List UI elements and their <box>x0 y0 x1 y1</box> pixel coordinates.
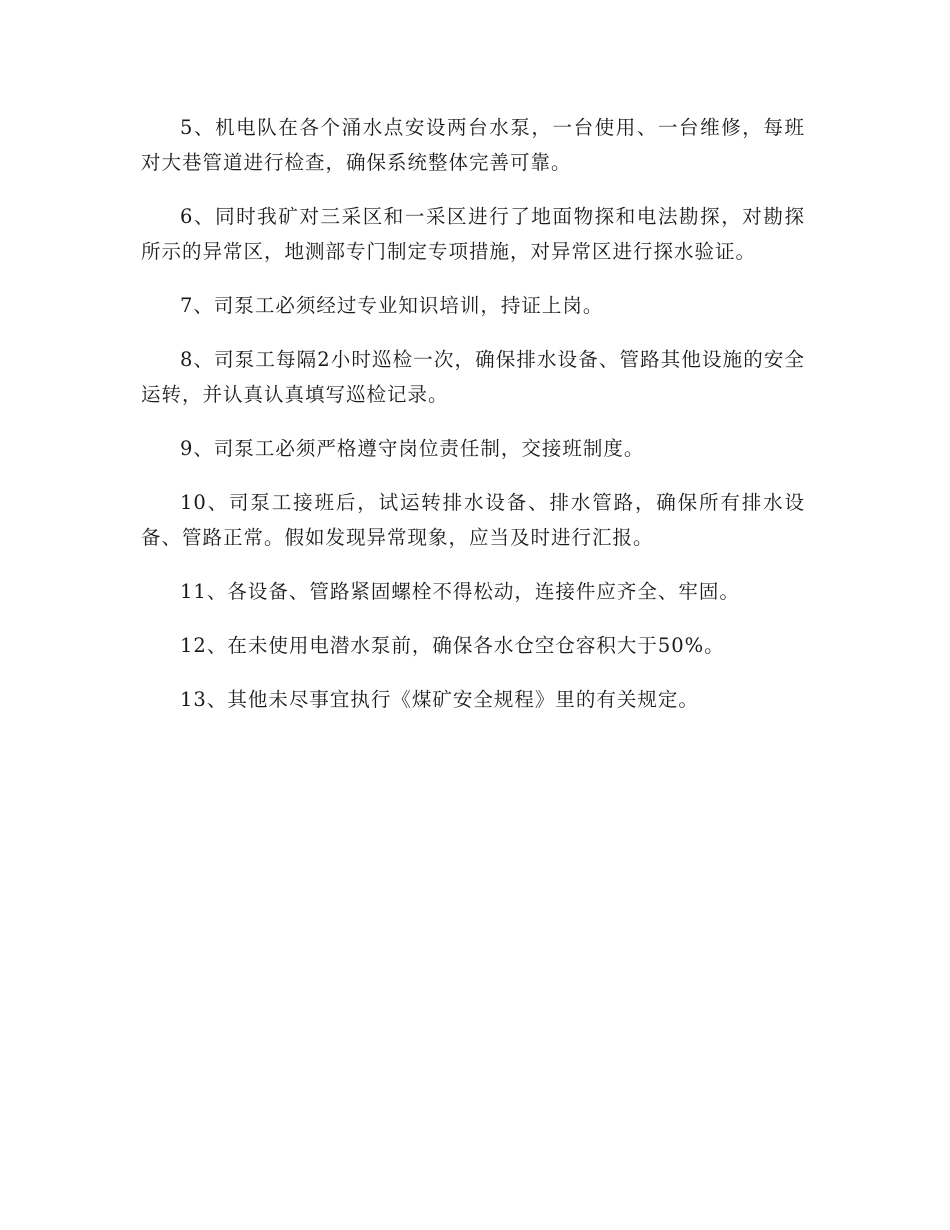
paragraph-item-12: 12、在未使用电潜水泵前，确保各水仓空仓容积大于50%。 <box>180 634 725 657</box>
document-body <box>141 110 805 736</box>
paragraph-item-13: 13、其他未尽事宜执行《煤矿安全规程》里的有关规定。 <box>180 688 699 711</box>
paragraph-item-8: 8、司泵工每隔2小时巡检一次，确保排水设备、管路其他设施的安全运转，并认真认真填写巡检记录。 <box>141 348 805 406</box>
paragraph-item-7: 7、司泵工必须经过专业知识培训，持证上岗。 <box>180 294 604 317</box>
paragraph-item-5: 5、机电队在各个涌水点安设两台水泵，一台使用、一台维修，每班对大巷管道进行检查，确保系统整体完善可靠。 <box>141 116 805 174</box>
paragraph-item-11: 11、各设备、管路紧固螺栓不得松动，连接件应齐全、牢固。 <box>180 580 740 603</box>
paragraph-item-9: 9、司泵工必须严格遵守岗位责任制，交接班制度。 <box>180 437 645 460</box>
paragraph-item-10: 10、司泵工接班后，试运转排水设备、排水管路，确保所有排水设备、管路正常。假如发现异常现象，应当及时进行汇报。 <box>141 491 805 549</box>
paragraph-item-6: 6、同时我矿对三采区和一采区进行了地面物探和电法勘探，对勘探所示的异常区，地测部专门制定专项措施，对异常区进行探水验证。 <box>141 205 805 263</box>
